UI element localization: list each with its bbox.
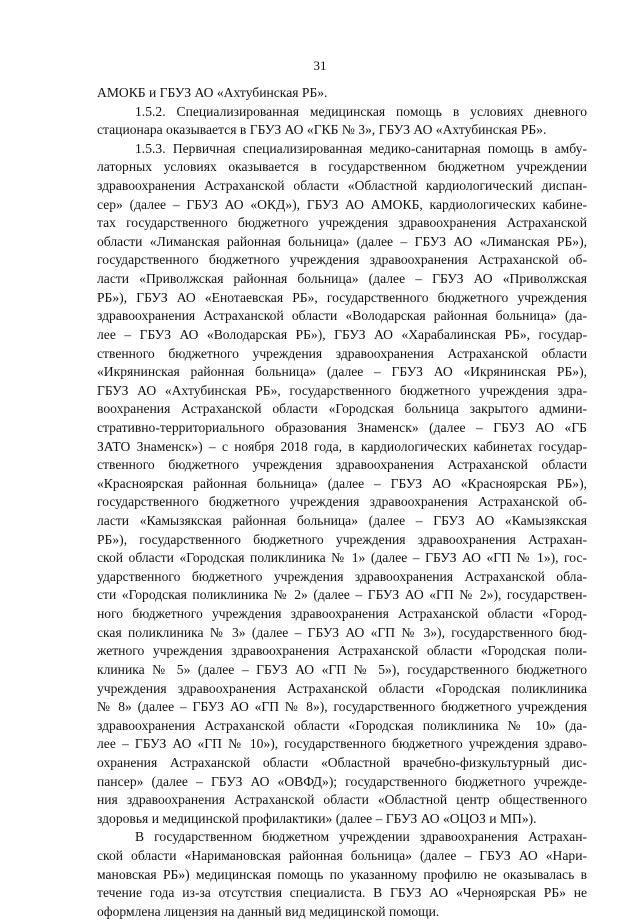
text-line: ударственного бюджетного учреждения здравоохранения Астраханской обла- bbox=[97, 568, 587, 584]
text-line: ской области «Городская поликлиника № 1» (далее – ГБУЗ АО «ГП № 1»), гос- bbox=[97, 550, 587, 566]
paragraph bbox=[97, 84, 587, 103]
text-line: 1.5.3. Первичная специализированная медико-санитарная помощь в амбу- bbox=[135, 140, 587, 156]
text-line: сер» (далее – ГБУЗ АО «ОКД»), ГБУЗ АО АМОКБ, кардиологических кабине- bbox=[97, 196, 587, 212]
text-line: государственного бюджетного учреждения здравоохранения Астраханской об- bbox=[97, 494, 587, 510]
text-line: охранения Астраханской области «Областной врачебно-физкультурный дис- bbox=[97, 754, 587, 770]
text-line: области «Лиманская районная больница» (далее – ГБУЗ АО «Лиманская РБ»), bbox=[97, 233, 587, 249]
text-line: клиника № 5» (далее – ГБУЗ АО «ГП № 5»), государственного бюджетного bbox=[97, 661, 587, 677]
text-line: «Красноярская районная больница» (далее – ГБУЗ АО «Красноярская РБ»), bbox=[97, 475, 587, 491]
text-line: здоровья и медицинской профилактики» (далее – ГБУЗ АО «ОЦОЗ и МП»). bbox=[97, 810, 537, 826]
text-line: пансер» (далее – ГБУЗ АО «ОВФД»); государственного бюджетного учрежде- bbox=[97, 773, 587, 789]
paragraph bbox=[97, 103, 587, 140]
text-line: ласти «Камызякская районная больница» (далее – ГБУЗ АО «Камызякская bbox=[97, 513, 587, 529]
text-line: лее – ГБУЗ АО «Володарская РБ»), ГБУЗ АО «Харабалинская РБ», государ- bbox=[97, 326, 587, 342]
text-line: ного бюджетного учреждения здравоохранения Астраханской области «Город- bbox=[97, 606, 587, 622]
text-line: учреждения здравоохранения Астраханской области «Городская поликлиника bbox=[97, 680, 587, 696]
text-line: РБ»), государственного бюджетного учреждения здравоохранения Астрахан- bbox=[97, 531, 587, 547]
text-line: здравоохранения Астраханской области «Володарская районная больница» (да- bbox=[97, 308, 587, 324]
text-line: оформлена лицензия на данный вид медицинской помощи. bbox=[97, 903, 440, 919]
text-line: 1.5.2. Специализированная медицинская помощь в условиях дневного bbox=[135, 103, 587, 119]
text-line: ской области «Наримановская районная больница» (далее – ГБУЗ АО «Нари- bbox=[97, 847, 587, 863]
text-line: лее – ГБУЗ АО «ГП № 10»), государственного бюджетного учреждения здраво- bbox=[97, 736, 587, 752]
text-line: ЗАТО Знаменск») – с ноября 2018 года, в кардиологических кабинетах государ- bbox=[97, 438, 587, 454]
text-line: ГБУЗ АО «Ахтубинская РБ», государственного бюджетного учреждения здра- bbox=[97, 382, 587, 398]
paragraph bbox=[97, 140, 587, 829]
text-line: РБ»), ГБУЗ АО «Енотаевская РБ», государственного бюджетного учреждения bbox=[97, 289, 587, 305]
text-line: ния здравоохранения Астраханской области «Областной центр общественного bbox=[97, 792, 587, 808]
text-line: латорных условиях оказывается в государственном бюджетном учреждении bbox=[97, 159, 587, 175]
paragraph bbox=[97, 828, 587, 921]
text-line: здравоохранения Астраханской области «Городская поликлиника № 10» (да- bbox=[97, 717, 587, 733]
text-line: жетного учреждения здравоохранения Астраханской области «Городская поли- bbox=[97, 643, 587, 659]
page-number: 31 bbox=[313, 58, 327, 73]
text-line: государственного бюджетного учреждения здравоохранения Астраханской об- bbox=[97, 252, 587, 268]
text-line: стационара оказывается в ГБУЗ АО «ГКБ № 3», ГБУЗ АО «Ахтубинская РБ». bbox=[97, 122, 547, 138]
text-line: № 8» (далее – ГБУЗ АО «ГП № 8»), государственного бюджетного учреждения bbox=[97, 699, 587, 715]
text-line: В государственном бюджетном учреждении здравоохранения Астрахан- bbox=[135, 829, 587, 845]
text-line: ственного бюджетного учреждения здравоохранения Астраханской области bbox=[97, 457, 587, 473]
text-line: тах государственного бюджетного учреждения здравоохранения Астраханской bbox=[97, 215, 587, 231]
text-line: АМОКБ и ГБУЗ АО «Ахтубинская РБ». bbox=[97, 85, 328, 100]
text-line: воохранения Астраханской области «Городская больница закрытого админи- bbox=[97, 401, 587, 417]
text-line: стративно-территориального образования Знаменск» (далее – ГБУЗ АО «ГБ bbox=[97, 419, 587, 435]
body-text bbox=[97, 84, 587, 921]
text-line: мановская РБ») медицинская помощь по указанному профилю не оказывалась в bbox=[97, 866, 587, 882]
text-line: ственного бюджетного учреждения здравоохранения Астраханской области bbox=[97, 345, 587, 361]
text-line: «Икрянинская районная больница» (далее – ГБУЗ АО «Икрянинская РБ»), bbox=[97, 364, 587, 380]
text-line: сти «Городская поликлиника № 2» (далее – ГБУЗ АО «ГП № 2»), государствен- bbox=[97, 587, 587, 603]
text-line: ская поликлиника № 3» (далее – ГБУЗ АО «ГП № 3»), государственного бюд- bbox=[97, 624, 587, 640]
text-line: течение года из-за отсутствия специалиста. В ГБУЗ АО «Черноярская РБ» не bbox=[97, 885, 587, 901]
text-line: здравоохранения Астраханской области «Областной кардиологический диспан- bbox=[97, 178, 587, 194]
text-line: ласти «Приволжская районная больница» (далее – ГБУЗ АО «Приволжская bbox=[97, 271, 587, 287]
